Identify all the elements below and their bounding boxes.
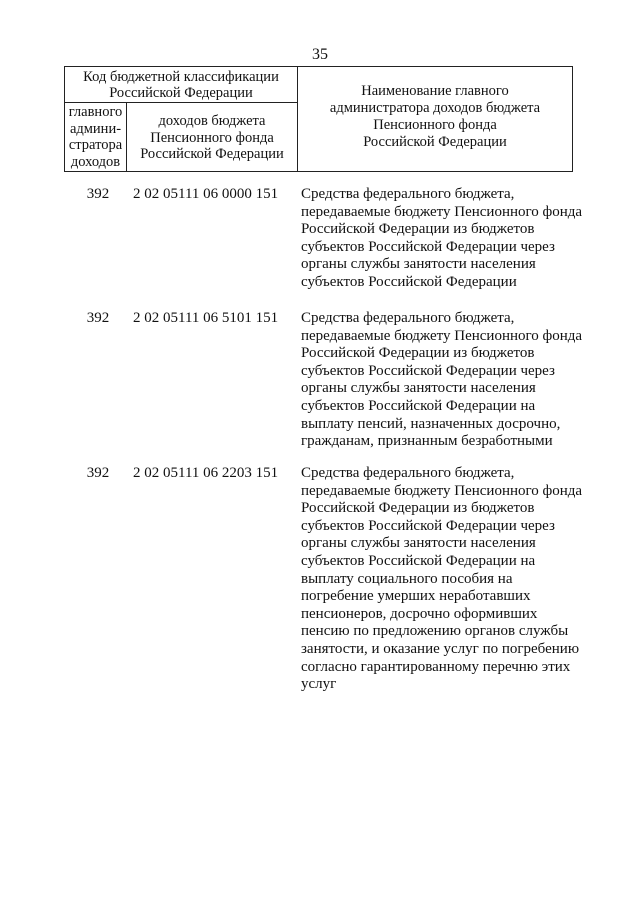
row-description-line: субъектов Российской Федерации — [301, 273, 517, 290]
header-admin-column — [65, 103, 127, 172]
row-description-line: гражданам, признанным безработными — [301, 433, 553, 450]
header-admin-line: админи- — [69, 120, 122, 137]
header-admin-line: главного — [68, 104, 123, 120]
row-description — [301, 310, 597, 451]
header-admin-line: доходов — [70, 153, 121, 170]
row-description-line: передаваемые бюджету Пенсионного фонда — [301, 482, 583, 499]
row-description-line: органы службы занятости населения — [301, 256, 536, 273]
row-description-line: выплату социального пособия на — [301, 570, 513, 587]
row-description-line: субъектов Российской Федерации на — [301, 552, 536, 569]
row-description-line: Российской Федерации из бюджетов — [301, 345, 535, 362]
page-number: 35 — [312, 46, 328, 63]
header-name-line: Российской Федерации — [363, 134, 507, 150]
header-code-group — [65, 67, 298, 103]
classification-table-header — [64, 66, 573, 172]
row-description-line: органы службы занятости населения — [301, 535, 536, 552]
header-income-line: Пенсионного фонда — [150, 129, 274, 146]
row-description-line: Российской Федерации из бюджетов — [301, 500, 535, 517]
row-budget-code: 2 02 05111 06 0000 151 — [133, 186, 279, 202]
header-name-column — [298, 67, 572, 171]
header-income-column — [127, 103, 298, 172]
row-admin-code: 392 — [86, 186, 110, 202]
header-income-line: доходов бюджета — [158, 113, 266, 129]
row-description — [301, 465, 597, 694]
row-description-line: погребение умерших неработавших — [301, 588, 531, 605]
row-budget-code: 2 02 05111 06 2203 151 — [133, 465, 279, 481]
row-description-line: пенсионеров, досрочно оформивших — [301, 605, 538, 622]
header-income-line: Российской Федерации — [140, 146, 284, 162]
header-code-group-line: Российской Федерации — [109, 85, 253, 101]
row-admin-code: 392 — [86, 465, 110, 481]
row-description-line: субъектов Российской Федерации через — [301, 238, 555, 255]
header-code-group-line: Код бюджетной классификации — [83, 69, 279, 85]
row-description-line: выплату пенсий, назначенных досрочно, — [301, 415, 561, 432]
row-description-line: передаваемые бюджету Пенсионного фонда — [301, 327, 583, 344]
row-description-line: занятости, и оказание услуг по погребению — [301, 640, 580, 657]
row-budget-code: 2 02 05111 06 5101 151 — [133, 310, 279, 326]
row-description-line: субъектов Российской Федерации через — [301, 517, 555, 534]
row-description-line: Средства федерального бюджета, — [301, 310, 515, 326]
row-description-line: органы службы занятости населения — [301, 380, 536, 397]
header-name-line: Наименование главного — [361, 83, 509, 99]
header-name-line: Пенсионного фонда — [373, 117, 497, 133]
row-description — [301, 186, 597, 292]
row-description-line: передаваемые бюджету Пенсионного фонда — [301, 203, 583, 220]
header-admin-line: стратора — [68, 137, 123, 153]
row-admin-code: 392 — [86, 310, 110, 326]
header-name-line: администратора доходов бюджета — [329, 100, 541, 116]
row-description-line: Российской Федерации из бюджетов — [301, 221, 535, 238]
row-description-line: Средства федерального бюджета, — [301, 186, 515, 202]
row-description-line: субъектов Российской Федерации через — [301, 362, 555, 379]
row-description-line: Средства федерального бюджета, — [301, 465, 515, 481]
row-description-line: услуг — [301, 676, 337, 693]
row-description-line: пенсию по предложению органов службы — [301, 623, 569, 640]
row-description-line: согласно гарантированному перечню этих — [301, 658, 571, 675]
row-description-line: субъектов Российской Федерации на — [301, 397, 536, 414]
